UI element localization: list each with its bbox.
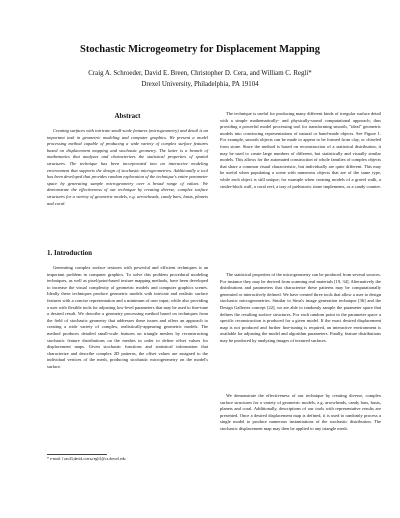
introduction-heading: 1. Introduction: [47, 249, 92, 257]
abstract-heading: Abstract: [114, 112, 141, 120]
abstract-section: [47, 112, 208, 207]
right-paragraph-1: The technique is useful for producing many different kinds of irregular surface detail with a simple mathematically- and physically-sound computational approach; thus providing a powerful model processing tool for transforming smooth, "ideal" geometric models into convincing representations of natural or hand-made objects. See Figure 1. For example, smooth objects can be made to appear to be formed from clay, or chiseled from stone. Since the method is based on reconstruction of a statistical distribution, it may be used to create large numbers of different, but statistically and visually similar models. This allows for the automated construction of whole families of complex objects that share a common visual characteristic, but individually are quite different. This may be useful when populating a scene with numerous objects that are of the same type, while each object is still unique; for example when creating models of a gravel walk, a cinder-block wall, a coral reef, a tray of prehistoric stone implements, or a candy counter.: [220, 111, 381, 189]
right-column-middle: [220, 272, 381, 345]
footnote-email: * e-mail: {cas43,david,ccera,regli}@cs.drexel.edu: [47, 457, 126, 461]
right-paragraph-2: The statistical properties of the microgeometry can be produced from several sources. For instance they may be derived from scanning real materials [19, 34]. Alternatively the distributions and parameters that characterize these patterns may be computationally generated or interactively defined. We have created three tools that allow a user to design stochastic microgeometries. Similar to Sims's image generation technique [36] and the Design Galleries concept [22], we are able to randomly sample the parameter space that defines the resulting surface structures. For each random point in the parameter space a specific reconstruction is produced for a given model. If the exact desired displacement map is not produced and further fine-tuning is required, an interactive environment is available for adjusting the model and algorithm parameters. Finally, feature distributions may be produced by analyzing images of textured surfaces.: [220, 272, 381, 343]
right-column-top: [220, 111, 381, 190]
right-column-bottom: [220, 393, 381, 433]
affiliation: Drexel University, Philadelphia, PA 19104: [141, 81, 259, 88]
author-list: Craig A. Schroeder, David E. Breen, Christopher D. Cera, and William C. Regli*: [88, 70, 312, 77]
right-paragraph-3: We demonstrate the effectiveness of our technique by creating diverse, complex surface structures for a variety of geometric models, e.g. arrowheads, candy bars, busts, planets and coral. Additionally, descriptions of our tools with representative results are presented. Once a desired displacement map is defined, it is used to randomly process a single model to produce numerous instantiations of the stochastic distribution. The stochastic displacement map may then be applied to any triangle mesh.: [220, 393, 381, 431]
paper-title: Stochastic Microgeometry for Displacement Mapping: [80, 44, 320, 55]
introduction-section: [47, 249, 208, 371]
abstract-text: Creating surfaces with intricate small-scale features (microgeometry) and detail is an important task in geometric modeling and computer graphics. We present a model processing method capable of producing a wide variety of complex surface features based on displacement mapping and stochastic geometry. The latter is a branch of mathematics that analyzes and characterizes the statistical properties of spatial structures. The technique has been incorporated into an interactive modeling environment that supports the design of stochastic microgeometries. Additionally a tool has been developed that provides random exploration of the technique's entire parameter space by generating sample microgeometry over a broad range of values. We demonstrate the effectiveness of our technique by creating diverse, complex surface structures for a variety of geometric models, e.g. arrowheads, candy bars, busts, planets and coral.: [47, 128, 208, 206]
footnote-divider: [47, 454, 107, 455]
intro-paragraph-1: Generating complex surface textures with powerful and efficient techniques is an important problem in computer graphics. To solve this problem procedural modeling techniques, as well as pixel/point-based texture mapping methods, have been developed to increase the visual complexity of geometric models and computer graphics scenes. Ideally these techniques produce geometric models with intricate and realistic surface features with a concise representation and a minimum of user input; while also providing a user with flexible tools for adjusting low-level parameters that may be used to fine-tune a desired result. We describe a geometry processing method based on techniques from the field of stochastic geometry that addresses these issues and offers an approach to creating a wide variety of complex, realistically-appearing geometric models. The method produces detailed small-scale features on triangle meshes by reconstructing stochastic feature distributions on the meshes in order to define offset values for displacement maps. Given stochastic functions and statistical information that characterize and describe complex 2D patterns, the offset values are assigned to the individual vertices of the mesh, producing stochastic microgeometry on the model's surface.: [47, 265, 208, 369]
